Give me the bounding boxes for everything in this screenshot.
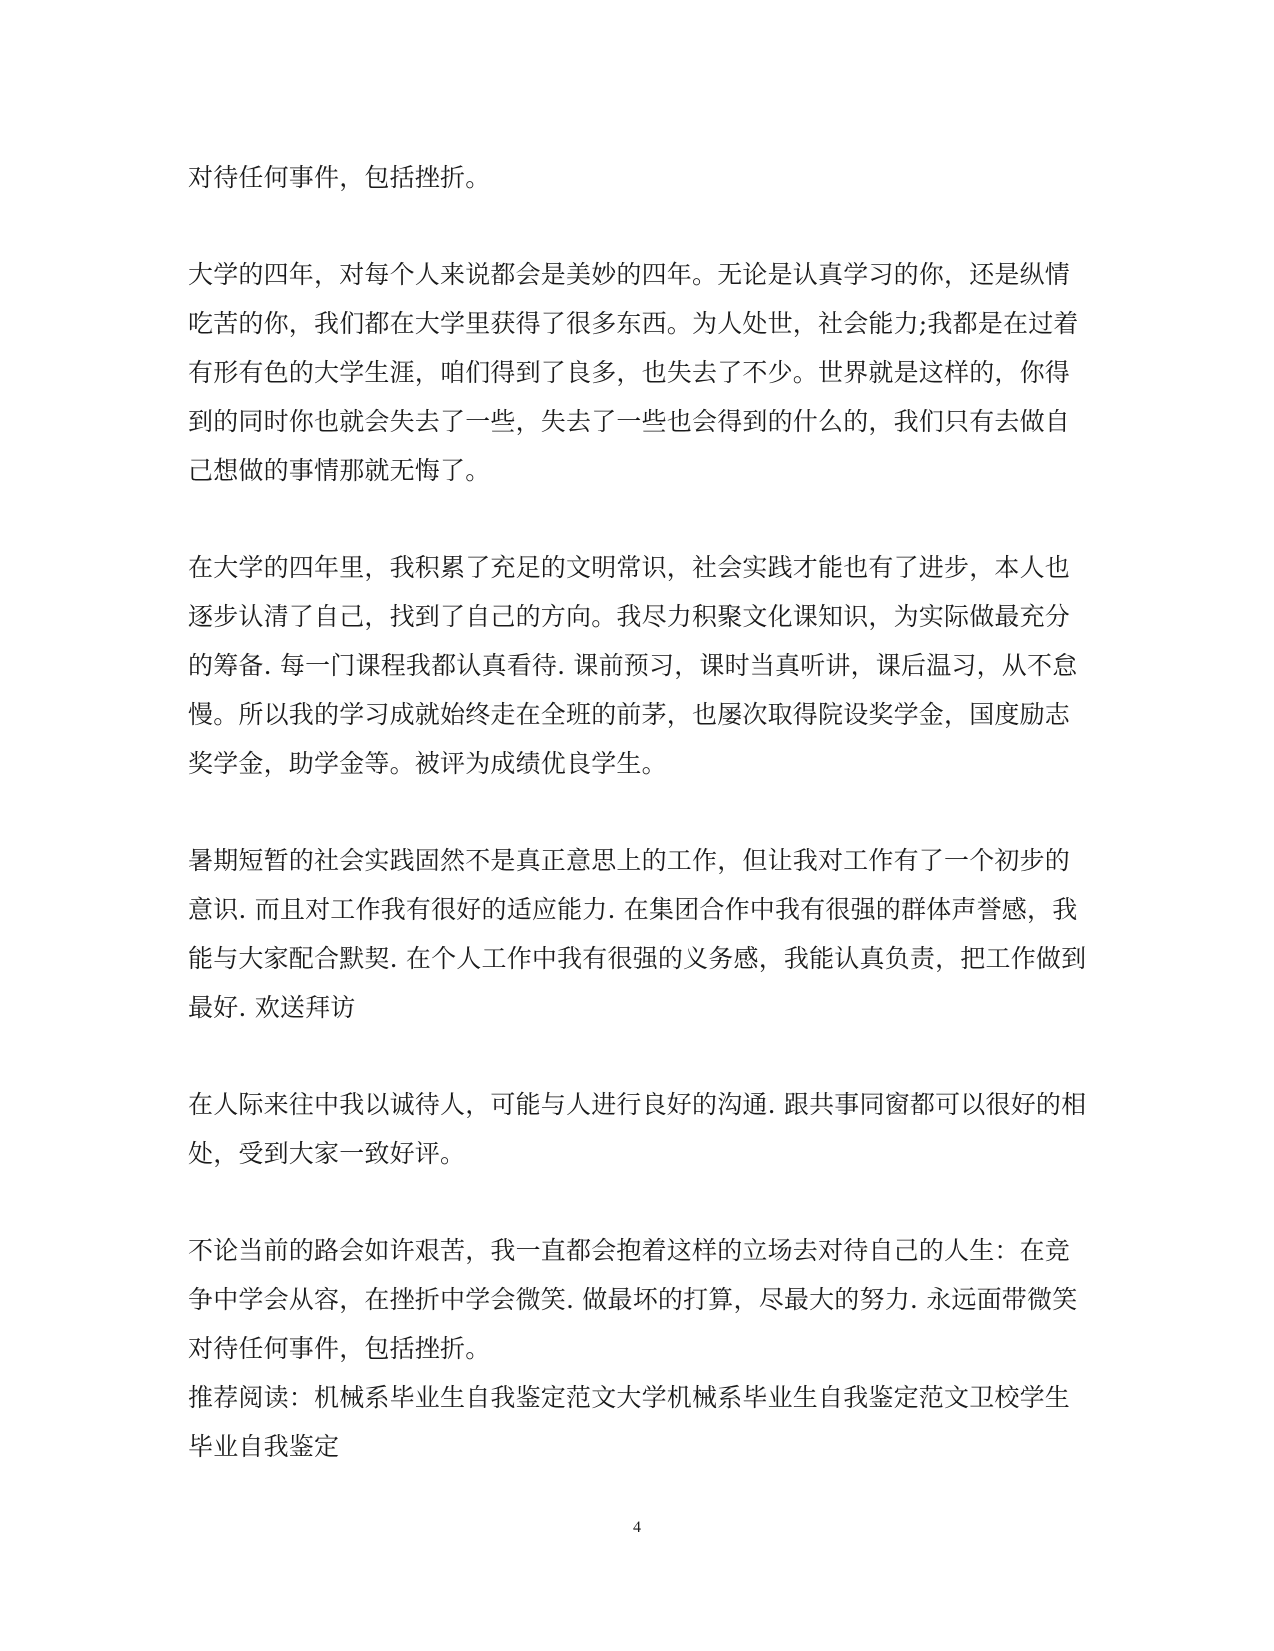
- text-line: 意识. 而且对工作我有很好的适应能力. 在集团合作中我有很强的群体声誉感，我: [188, 895, 1078, 924]
- text-line: 有形有色的大学生涯，咱们得到了良多，也失去了不少。世界就是这样的，你得: [188, 358, 1071, 387]
- text-line: 能与大家配合默契. 在个人工作中我有很强的义务感，我能认真负责，把工作做到: [188, 944, 1087, 973]
- text-line: 暑期短暂的社会实践固然不是真正意思上的工作，但让我对工作有了一个初步的: [188, 846, 1071, 875]
- text-line: 逐步认清了自己，找到了自己的方向。我尽力积聚文化课知识，为实际做最充分: [188, 602, 1071, 631]
- text-line: 到的同时你也就会失去了一些，失去了一些也会得到的什么的，我们只有去做自: [188, 407, 1071, 436]
- text-line: 不论当前的路会如许艰苦，我一直都会抱着这样的立场去对待自己的人生：在竞: [188, 1236, 1071, 1265]
- paragraph-3: [188, 543, 1088, 788]
- text-line: 大学的四年，对每个人来说都会是美妙的四年。无论是认真学习的你，还是纵情: [188, 260, 1071, 289]
- paragraph-5: [188, 1080, 1088, 1178]
- paragraph-4: [188, 836, 1088, 1032]
- text-line: 慢。所以我的学习成就始终走在全班的前茅，也屡次取得院设奖学金，国度励志: [188, 700, 1071, 729]
- text-line: 对待任何事件，包括挫折。: [188, 1334, 491, 1363]
- text-line: 争中学会从容，在挫折中学会微笑. 做最坏的打算，尽最大的努力. 永远面带微笑: [188, 1285, 1078, 1314]
- text-line: 处，受到大家一致好评。: [188, 1139, 466, 1168]
- paragraph-1: [188, 153, 1088, 202]
- recommended-reading-line: 毕业自我鉴定: [188, 1432, 340, 1461]
- text-line: 奖学金，助学金等。被评为成绩优良学生。: [188, 749, 667, 778]
- paragraph-2: [188, 250, 1088, 495]
- page-number: 4: [633, 1519, 641, 1536]
- paragraph-6: [188, 1226, 1088, 1471]
- text-line: 最好. 欢送拜访: [188, 993, 356, 1022]
- text-line: 在大学的四年里，我积累了充足的文明常识，社会实践才能也有了进步，本人也: [188, 553, 1071, 582]
- document-body: [188, 153, 1088, 1471]
- text-line: 己想做的事情那就无悔了。: [188, 456, 491, 485]
- text-line: 吃苦的你，我们都在大学里获得了很多东西。为人处世，社会能力;我都是在过着: [188, 309, 1079, 338]
- text-line: 在人际来往中我以诚待人，可能与人进行良好的沟通. 跟共事同窗都可以很好的相: [188, 1090, 1087, 1119]
- text-line: 的筹备. 每一门课程我都认真看待. 课前预习，课时当真听讲，课后温习，从不怠: [188, 651, 1078, 680]
- recommended-reading-line: 推荐阅读：机械系毕业生自我鉴定范文大学机械系毕业生自我鉴定范文卫校学生: [188, 1383, 1071, 1412]
- text-line: 对待任何事件，包括挫折。: [188, 163, 491, 192]
